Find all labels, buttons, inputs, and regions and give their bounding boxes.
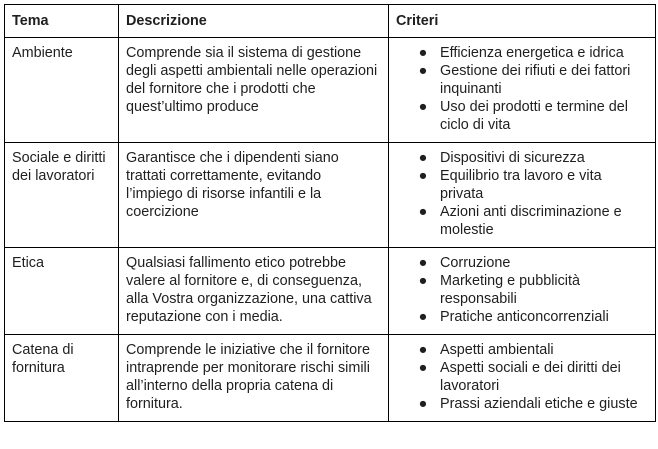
- criteri-cell: [389, 143, 656, 248]
- criterio-text: Prassi aziendali etiche e giuste: [440, 396, 638, 412]
- criteria-table: [4, 4, 656, 422]
- criterio-text: Marketing e pubblicità responsabili: [440, 273, 580, 307]
- tema-cell: Etica: [5, 248, 119, 335]
- criterio-text: Uso dei prodotti e termine del ciclo di vita: [440, 99, 628, 133]
- table-row: [5, 38, 656, 143]
- bullet-icon: ●: [418, 273, 428, 289]
- criteri-list-item: [418, 395, 648, 413]
- descrizione-cell: Garantisce che i dipendenti siano trattati correttamente, evitando l’impiego di risorse infantili e la coercizione: [119, 143, 389, 248]
- descrizione-cell: Comprende sia il sistema di gestione degli aspetti ambientali nelle operazioni del fornitore che i prodotti che quest’ultimo produce: [119, 38, 389, 143]
- tema-cell: Ambiente: [5, 38, 119, 143]
- bullet-icon: ●: [418, 99, 428, 115]
- criteri-list-item: [418, 308, 648, 326]
- criteri-list: [396, 341, 648, 413]
- descrizione-cell: Qualsiasi fallimento etico potrebbe valere al fornitore e, di conseguenza, alla Vostra organizzazione, una cattiva reputazione con i media.: [119, 248, 389, 335]
- criteri-list-item: [418, 359, 648, 395]
- bullet-icon: ●: [418, 63, 428, 79]
- table-row: [5, 143, 656, 248]
- criterio-text: Aspetti ambientali: [440, 342, 554, 358]
- criteri-cell: [389, 335, 656, 422]
- criterio-text: Equilibrio tra lavoro e vita privata: [440, 168, 602, 202]
- table-row: [5, 335, 656, 422]
- criteri-list-item: [418, 44, 648, 62]
- table-body: [5, 38, 656, 422]
- criteri-cell: [389, 38, 656, 143]
- criteri-list-item: [418, 203, 648, 239]
- bullet-icon: ●: [418, 45, 428, 61]
- bullet-icon: ●: [418, 150, 428, 166]
- criteri-list-item: [418, 341, 648, 359]
- criteri-list: [396, 44, 648, 134]
- bullet-icon: ●: [418, 309, 428, 325]
- tema-cell: Sociale e diritti dei lavoratori: [5, 143, 119, 248]
- criteri-list: [396, 254, 648, 326]
- criteri-list-item: [418, 62, 648, 98]
- bullet-icon: ●: [418, 342, 428, 358]
- criteri-list: [396, 149, 648, 239]
- bullet-icon: ●: [418, 360, 428, 376]
- tema-cell: Catena di fornitura: [5, 335, 119, 422]
- bullet-icon: ●: [418, 204, 428, 220]
- criteri-list-item: [418, 149, 648, 167]
- criterio-text: Efficienza energetica e idrica: [440, 45, 624, 61]
- criterio-text: Azioni anti discriminazione e molestie: [440, 204, 622, 238]
- criterio-text: Gestione dei rifiuti e dei fattori inquinanti: [440, 63, 631, 97]
- criteri-list-item: [418, 272, 648, 308]
- header-row: [5, 5, 656, 38]
- criteri-list-item: [418, 98, 648, 134]
- bullet-icon: ●: [418, 255, 428, 271]
- criteri-list-item: [418, 167, 648, 203]
- criterio-text: Corruzione: [440, 255, 511, 271]
- criterio-text: Dispositivi di sicurezza: [440, 150, 585, 166]
- criteri-cell: [389, 248, 656, 335]
- criterio-text: Aspetti sociali e dei diritti dei lavoratori: [440, 360, 621, 394]
- table-row: [5, 248, 656, 335]
- header-criteri: Criteri: [389, 5, 656, 38]
- bullet-icon: ●: [418, 396, 428, 412]
- descrizione-cell: Comprende le iniziative che il fornitore intraprende per monitorare rischi simili all’interno della propria catena di fornitura.: [119, 335, 389, 422]
- bullet-icon: ●: [418, 168, 428, 184]
- criteri-list-item: [418, 254, 648, 272]
- criterio-text: Pratiche anticoncorrenziali: [440, 309, 609, 325]
- header-descrizione: Descrizione: [119, 5, 389, 38]
- header-tema: Tema: [5, 5, 119, 38]
